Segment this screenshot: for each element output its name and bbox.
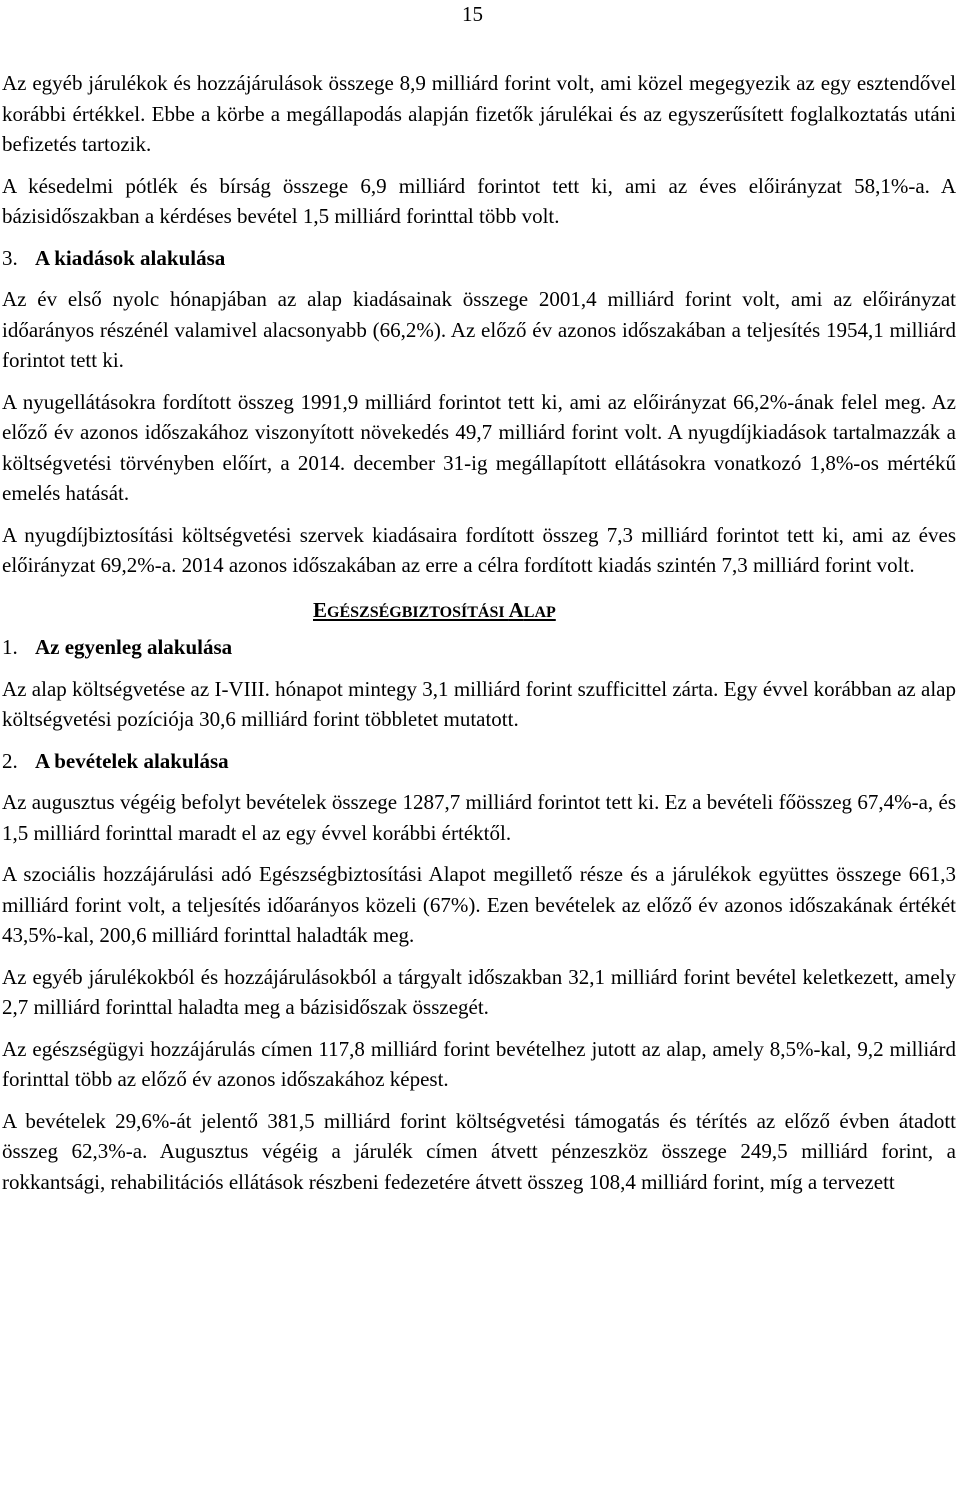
section-title-part: E [313, 597, 328, 622]
paragraph-nyugellatasok: A nyugellátásokra fordított összeg 1991,9 milliárd forintot tett ki, ami az előirányzat 66,2%-ának felel meg. Az előző év azonos időszakához viszonyított növekedés 49,7 milliárd forint volt. A nyugdíjkiadások tartalmazzák a költségvetési törvényben előírt, a 2014. december 31-ig megállapított ellátásokra vonatkozó 1,8%-os mértékű emelés hatását. [2, 389, 956, 505]
heading-number: 1. [2, 635, 18, 659]
paragraph-koltsegvetesi-szervek: A nyugdíjbiztosítási költségvetési szervek kiadásaira fordított összeg 7,3 milliárd forintot tett ki, ami az éves előirányzat 69,2%-a. 2014 azonos időszakában az erre a célra fordított kiadás szintén 7,3 milliárd forint volt. [2, 522, 956, 577]
heading-number: 2. [2, 748, 18, 773]
heading-title: A kiadások alakulása [35, 245, 226, 270]
heading-number: 3. [2, 245, 18, 270]
section-title-part: GÉSZSÉGBIZTOSÍTÁSI [327, 603, 509, 621]
paragraph-koltsegvetesi-tamogatas: A bevételek 29,6%-át jelentő 381,5 milliárd forint költségvetési támogatás és térítés az előző évben átadott összeg 62,3%-a. Augusztus végéig a járulék címen átvett pénzeszköz összege 249,5 milliárd forint, a rokkantsági, rehabilitációs ellátások részbeni fedezetére átvett összeg 108,4 milliárd forint, míg a tervezett [2, 1108, 956, 1194]
paragraph-egeszsegugyi-hozzajarulas: Az egészségügyi hozzájárulás címen 117,8 milliárd forint bevételhez jutott az alap, amely 8,5%-kal, 9,2 milliárd forinttal több az előző év azonos időszakához képest. [2, 1036, 956, 1091]
heading-title: A bevételek alakulása [35, 748, 229, 773]
paragraph-egyeb-jarulekokbol: Az egyéb járulékokból és hozzájárulásokból a tárgyalt időszakban 32,1 milliárd forint bevétel keletkezett, amely 2,7 milliárd forinttal haladta meg a bázisidőszak összegét. [2, 964, 956, 1019]
paragraph-kiadasok-osszeg: Az év első nyolc hónapjában az alap kiadásainak összege 2001,4 milliárd forint volt, ami az előirányzat időarányos részénél valamivel alacsonyabb (66,2%). Az előző év azonos időszakában a teljesítés 1954,1 milliárd forintot tett ki. [2, 287, 956, 372]
paragraph-kesedelmi-potlek: A késedelmi pótlék és bírság összege 6,9 milliárd forintot tett ki, ami az éves előirányzat 58,1%-a. A bázisidőszakban a kérdéses bevétel 1,5 milliárd forinttal több volt. [2, 173, 956, 228]
page-number: 15 [462, 2, 483, 26]
section-title-part: LAP [523, 603, 556, 621]
section-title-part: A [508, 597, 524, 622]
heading-bevetelek [2, 746, 956, 777]
paragraph-bevetelek-osszeg: Az augusztus végéig befolyt bevételek összege 1287,7 milliárd forintot tett ki. Ez a bevételi főösszeg 67,4%-a, és 1,5 milliárd forinttal maradt el az egy évvel korábbi értéktől. [2, 790, 956, 845]
paragraph-egyenleg: Az alap költségvetése az I-VIII. hónapot mintegy 3,1 milliárd forint szufficittel zárta. Egy évvel korábban az alap költségvetési pozíciója 30,6 milliárd forint többletet mutatott. [2, 676, 956, 731]
heading-egyenleg [2, 632, 956, 663]
section-title-egeszsegbiztositasi-alap [2, 595, 956, 629]
page-content [2, 68, 956, 1208]
heading-kiadasok [2, 243, 956, 274]
paragraph-egyeb-jarulekok: Az egyéb járulékok és hozzájárulások összege 8,9 milliárd forint volt, ami közel megegyezik az egy esztendővel korábbi értékkel. Ebbe a körbe a megállapodás alapján fizetők járulékai és az egyszerűsített foglalkoztatás utáni befizetés tartozik. [2, 71, 956, 156]
paragraph-szocialis-hozzajarulasi-ado: A szociális hozzájárulási adó Egészségbiztosítási Alapot megillető része és a járulékok együttes összege 661,3 milliárd forint volt, a teljesítés időarányos közeli (67%). Ezen bevételek az előző év azonos időszakának értékét 43,5%-kal, 200,6 milliárd forinttal haladták meg. [2, 862, 956, 947]
heading-title: Az egyenleg alakulása [35, 635, 233, 659]
